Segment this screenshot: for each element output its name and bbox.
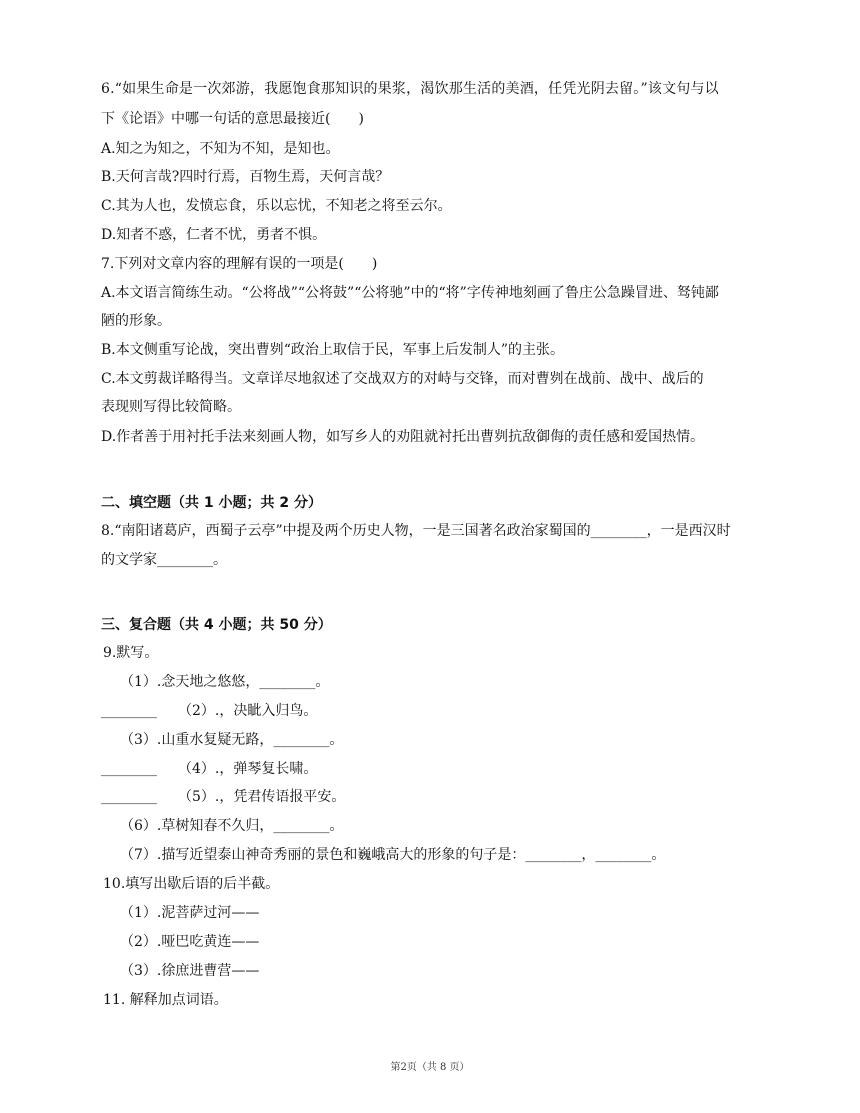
q9-item-5: ________ （5）.，凭君传语报平安。 [101,789,346,805]
q6-option-d: D.知者不惑，仁者不忧，勇者不惧。 [101,227,327,243]
q10-item-2: （2）.哑巴吃黄连—— [120,934,260,950]
q7-option-b: B.本文侧重写论战，突出曹刿“政治上取信于民，军事上后发制人”的主张。 [101,342,565,358]
q10-item-1: （1）.泥菩萨过河—— [120,905,260,921]
page-footer: 第2页（共 8 页） [390,1062,470,1073]
q7-option-c-line2: 表现则写得比较简略。 [101,399,241,415]
q8-line1: 8.“南阳诸葛庐，西蜀子云亭”中提及两个历史人物，一是三国著名政治家蜀国的________，一是西汉时 [101,523,731,539]
q7-option-a-line1: A.本文语言简练生动。“公将战”“公将鼓”“公将驰”中的“将”字传神地刻画了鲁庄公急躁冒进、驽钝鄙 [101,285,719,301]
q6-stem-line1: 6.“如果生命是一次郊游，我愿饱食那知识的果浆，渴饮那生活的美酒，任凭光阴去留。”该文句与以 [101,81,719,97]
q7-option-d: D.作者善于用衬托手法来刻画人物，如写乡人的劝阻就衬托出曹刿抗敌御侮的责任感和爱国热情。 [101,429,705,445]
q7-stem: 7.下列对文章内容的理解有误的一项是( ) [101,256,378,272]
q9-item-3: （3）.山重水复疑无路，________。 [120,732,344,748]
q8-line2: 的文学家________。 [101,552,227,568]
q9-item-4: ________ （4）.，弹琴复长啸。 [101,761,318,777]
q9-item-2: ________ （2）.，决眦入归鸟。 [101,703,318,719]
q7-option-c-line1: C.本文剪裁详略得当。文章详尽地叙述了交战双方的对峙与交锋，而对曹刿在战前、战中、战后的 [101,371,704,387]
q6-option-b: B.天何言哉?四时行焉，百物生焉，天何言哉？ [101,169,390,185]
q6-option-a: A.知之为知之，不知为不知，是知也。 [101,141,340,157]
q10-item-3: （3）.徐庶进曹营—— [120,963,260,979]
q9-item-1: （1）.念天地之悠悠，________。 [120,674,330,690]
q7-option-a-line2: 陋的形象。 [101,313,171,329]
q9-item-7: （7）.描写近望泰山神奇秀丽的景色和巍峨高大的形象的句子是：________，________。 [120,847,666,863]
q9-item-6: （6）.草树知春不久归，________。 [120,818,344,834]
q11-stem: 11. 解释加点词语。 [103,992,228,1008]
q10-stem: 10.填写出歇后语的后半截。 [103,876,280,892]
q9-stem: 9.默写。 [103,645,159,661]
q6-option-c: C.其为人也，发愤忘食，乐以忘忧，不知老之将至云尔。 [101,198,452,214]
section2-title: 二、填空题（共 1 小题；共 2 分） [101,495,322,511]
section3-title: 三、复合题（共 4 小题；共 50 分） [101,617,332,633]
q6-stem-line2: 下《论语》中哪一句话的意思最接近( ) [101,111,364,127]
